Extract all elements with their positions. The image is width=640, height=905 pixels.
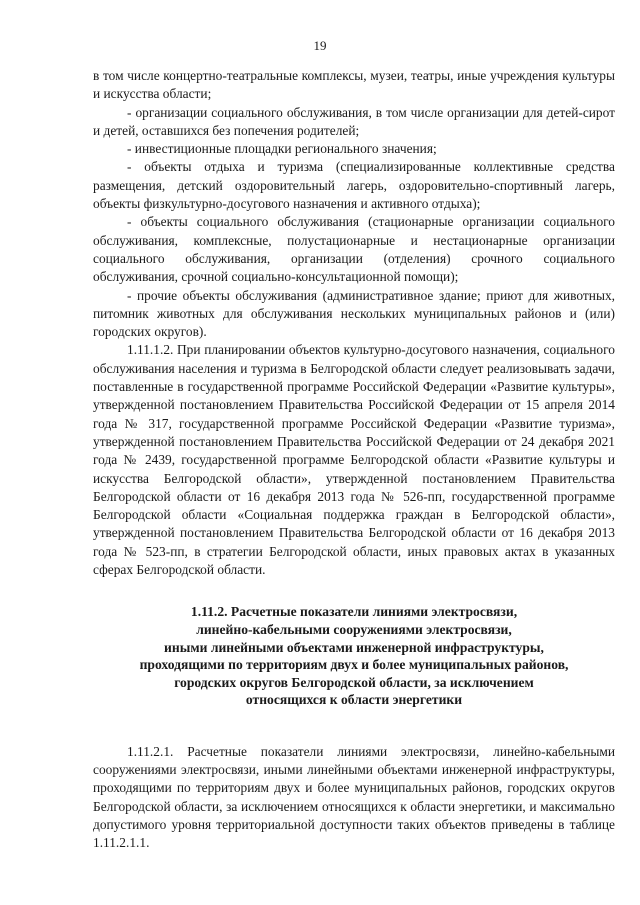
paragraph-1-11-2-1: 1.11.2.1. Расчетные показатели линиями электросвязи, линейно-кабельными сооружениями электросвязи, иными линейными объектами инженерной инфраструктуры, проходящими по территориям двух и более муниципальных районов, городских округов Белгородской области, за исключением относящихся к области энергетики, и максимально допустимого уровня территориальной доступности таких объектов приведены в таблице 1.11.2.1.1. (93, 743, 615, 851)
paragraph-culture-objects: в том числе концертно-театральные комплексы, музеи, театры, иные учреждения культуры и искусства области; (93, 68, 615, 102)
heading-line: линейно-кабельными сооружениями электросвязи, (196, 621, 512, 637)
heading-line: проходящими по территориям двух и более муниципальных районов, (139, 657, 569, 673)
heading-line: относящихся к области энергетики (245, 692, 463, 708)
page-number: 19 (313, 38, 327, 53)
list-item-other-objects: - прочие объекты обслуживания (административное здание; приют для животных, питомник животных для обслуживания нескольких муниципальных районов и (или) городских округов). (93, 287, 615, 340)
list-item-investment-sites: - инвестиционные площадки регионального значения; (127, 141, 437, 157)
list-item-recreation-tourism: - объекты отдыха и туризма (специализированные коллективные средства размещения, детский оздоровительный лагерь, оздоровительно-спортивный лагерь, объекты физкультурно-досугового назначения и активного отдыха); (93, 159, 615, 212)
section-heading-1-11-2 (93, 603, 615, 709)
paragraph-1-11-1-2: 1.11.1.2. При планировании объектов культурно-досугового назначения, социального обслуживания населения и туризма в Белгородской области следует реализовывать задачи, поставленные в государственной программе Российской Федерации «Развитие культуры», утвержденной постановлением Правительства Российской Федерации от 15 апреля 2014 года № 317, государственной программе Российской Федерации «Развитие туризма», утвержденной постановлением Правительства Российской Федерации от 24 декабря 2021 года № 2439, государственной программе Белгородской области «Развитие культуры и искусства Белгородской области», утвержденной постановлением Правительства Белгородской области от 16 декабря 2013 года № 526-пп, государственной программе Белгородской области «Социальная поддержка граждан в Белгородской области», утвержденной постановлением Правительства Белгородской области от 16 декабря 2013 года № 523-пп, в стратегии Белгородской области, иных правовых актах в указанных сферах Белгородской области. (93, 342, 615, 578)
list-item-social-organizations: - организации социального обслуживания, в том числе организации для детей-сирот и детей, оставшихся без попечения родителей; (93, 104, 615, 138)
heading-line: городских округов Белгородской области, за исключением (174, 674, 534, 690)
list-item-social-service-objects: - объекты социального обслуживания (стационарные организации социального обслуживания, комплексные, полустационарные и нестационарные организации социального обслуживания, организации (отделения) срочного социального обслуживания, срочной социально-консультационной помощи); (93, 214, 615, 285)
heading-line: 1.11.2. Расчетные показатели линиями электросвязи, (190, 604, 518, 620)
heading-line: иными линейными объектами инженерной инфраструктуры, (164, 639, 544, 655)
body-text (93, 67, 615, 853)
